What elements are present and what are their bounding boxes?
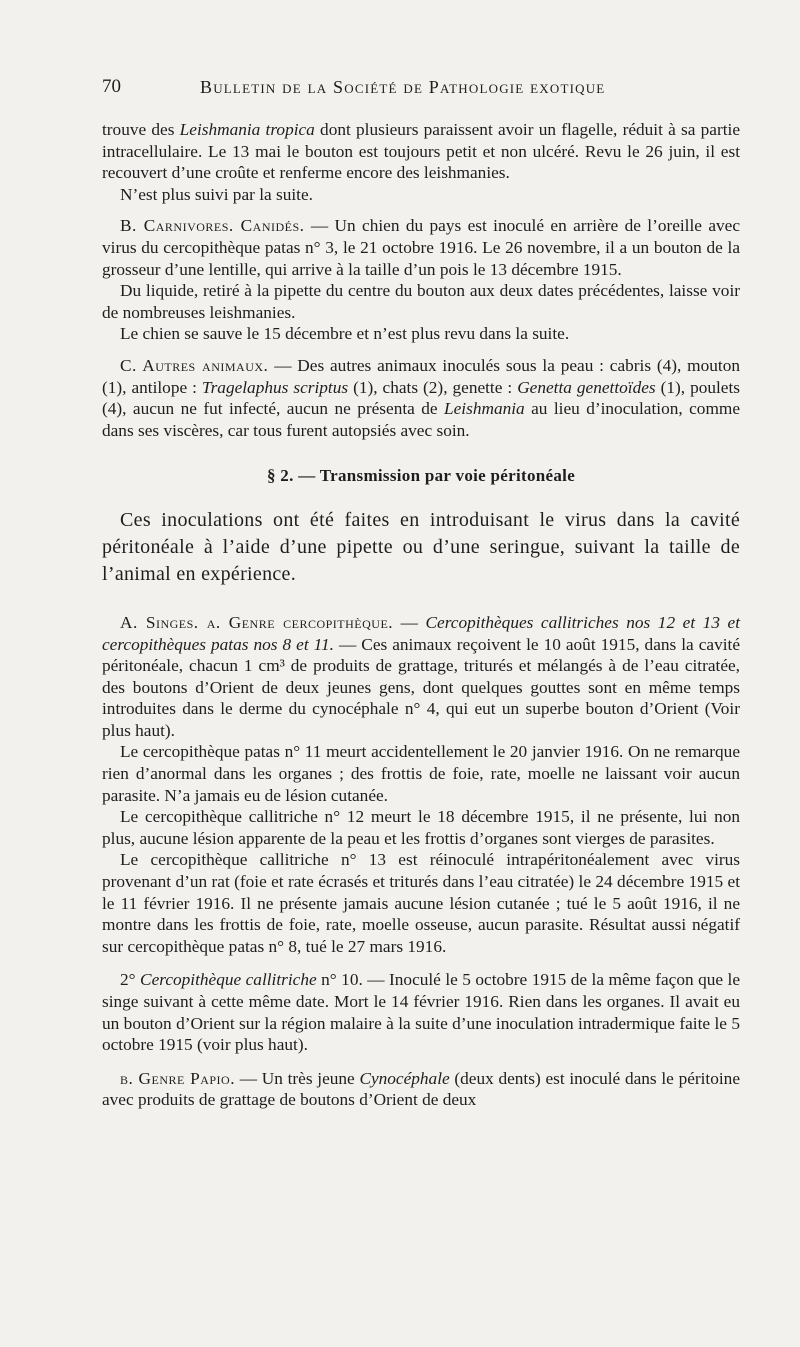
section-label-carnivores: B. Carnivores. Canidés. xyxy=(120,216,305,236)
paragraph-dog-escapes: Le chien se sauve le 15 décembre et n’est plus revu dans la suite. xyxy=(120,324,570,344)
article-body xyxy=(102,119,740,1111)
paragraph-patas-11: Le cercopithèque patas n° 11 meurt accidentellement le 20 janvier 1916. On ne remarque rien d’anormal dans les organes ; des frottis de foie, rate, moelle ne laissant voir aucun parasite. N’a jamais eu de lésion cutanée. xyxy=(102,742,740,805)
paragraph-leishmania-tropica: trouve des Leishmania tropica dont plusieurs paraissent avoir un flagelle, réduit à sa partie intracellulaire. Le 13 mai le bouton est toujours petit et non ulcéré. Revu le 26 juin, il est recouvert d’une croûte et renferme encore des leishmanies. xyxy=(102,120,740,183)
page-number: 70 xyxy=(102,76,121,97)
paragraph-callitriche-12: Le cercopithèque callitriche n° 12 meurt le 18 décembre 1915, il ne présente, lui non plus, aucune lésion apparente de la peau et les frottis d’organes sont vierges de parasites. xyxy=(102,807,740,848)
section-label-other-animals: C. Autres animaux. xyxy=(120,355,269,375)
paragraph-papio: β. Genre Papio. — Un très jeune Cynocéphale (deux dents) est inoculé dans le péritoine avec produits de grattage de boutons d’Orient de deux xyxy=(102,1068,740,1110)
paragraph-callitriche-10: 2° Cercopithèque callitriche n° 10. — Inoculé le 5 octobre 1915 de la même façon que le singe suivant à cette même date. Mort le 14 février 1916. Rien dans les organes. Il avait eu un bouton d’Orient sur la région malaire à la suite d’une inoculation intradermique faite le 5 octobre 1915 (voir plus haut). xyxy=(102,970,740,1055)
paragraph-pipette-liquid: Du liquide, retiré à la pipette du centre du bouton aux deux dates précédentes, laisse voir de nombreuses leishmanies. xyxy=(102,281,740,322)
paragraph-monkeys: A. Singes. α. Genre cercopithèque. — Cercopithèques callitriches nos 12 et 13 et cercopithèques patas nos 8 et 11. — Ces animaux reçoivent le 10 août 1915, dans la cavité péritonéale, chacun 1 cm³ de produits de grattage, triturés et mélangés à de l’eau citratée, des boutons d’Orient de deux jeunes gens, dont quelques gouttes sont en même temps introduites dans le derme du cynocéphale n° 4, qui eut un superbe bouton d’Orient (Voir plus haut). xyxy=(102,612,740,740)
paragraph-other-animals: C. Autres animaux. — Des autres animaux inoculés sous la peau : cabris (4), mouton (1), antilope : Tragelaphus scriptus (1), chats (2), genette : Genetta genettoïdes (1), poulets (4), aucun ne fut infecté, aucun ne présenta de Leishmania au lieu d’inoculation, comme dans ses viscères, car tous furent autopsiés avec soin. xyxy=(102,355,740,440)
paragraph-carnivores: B. Carnivores. Canidés. — Un chien du pays est inoculé en arrière de l’oreille avec virus du cercopithèque patas n° 3, le 21 octobre 1916. Le 26 novembre, il a un bouton de la grosseur d’une lentille, qui arrive à la taille d’un pois le 13 décembre 1915. xyxy=(102,216,740,279)
section-label-monkeys: A. Singes. α. Genre cercopithèque. xyxy=(120,612,394,632)
section-intro: Ces inoculations ont été faites en introduisant le virus dans la cavité péritonéale à l’aide d’une pipette ou d’une seringue, suivant la taille de l’animal en expérience. xyxy=(102,508,740,585)
section-heading: § 2. — Transmission par voie péritonéale xyxy=(266,466,576,486)
section-label-papio: β. Genre Papio. xyxy=(120,1068,236,1088)
paragraph-not-followed: N’est plus suivi par la suite. xyxy=(120,184,313,204)
species-name: Leishmania tropica xyxy=(179,120,315,139)
paragraph-callitriche-13: Le cercopithèque callitriche n° 13 est réinoculé intrapéritonéalement avec virus provenant d’un rat (foie et rate écrasés et triturés dans l’eau citratée) le 24 décembre 1915 et le 11 février 1916. Il ne présente jamais aucune lésion cutanée ; tué le 5 août 1916, il ne montre dans les frottis de foie, rate, moelle osseuse, aucun parasite. Résultat aussi négatif sur cercopithèque patas n° 8, tué le 27 mars 1916. xyxy=(102,850,740,956)
journal-title: Bulletin de la Société de Pathologie exotique xyxy=(200,77,606,97)
